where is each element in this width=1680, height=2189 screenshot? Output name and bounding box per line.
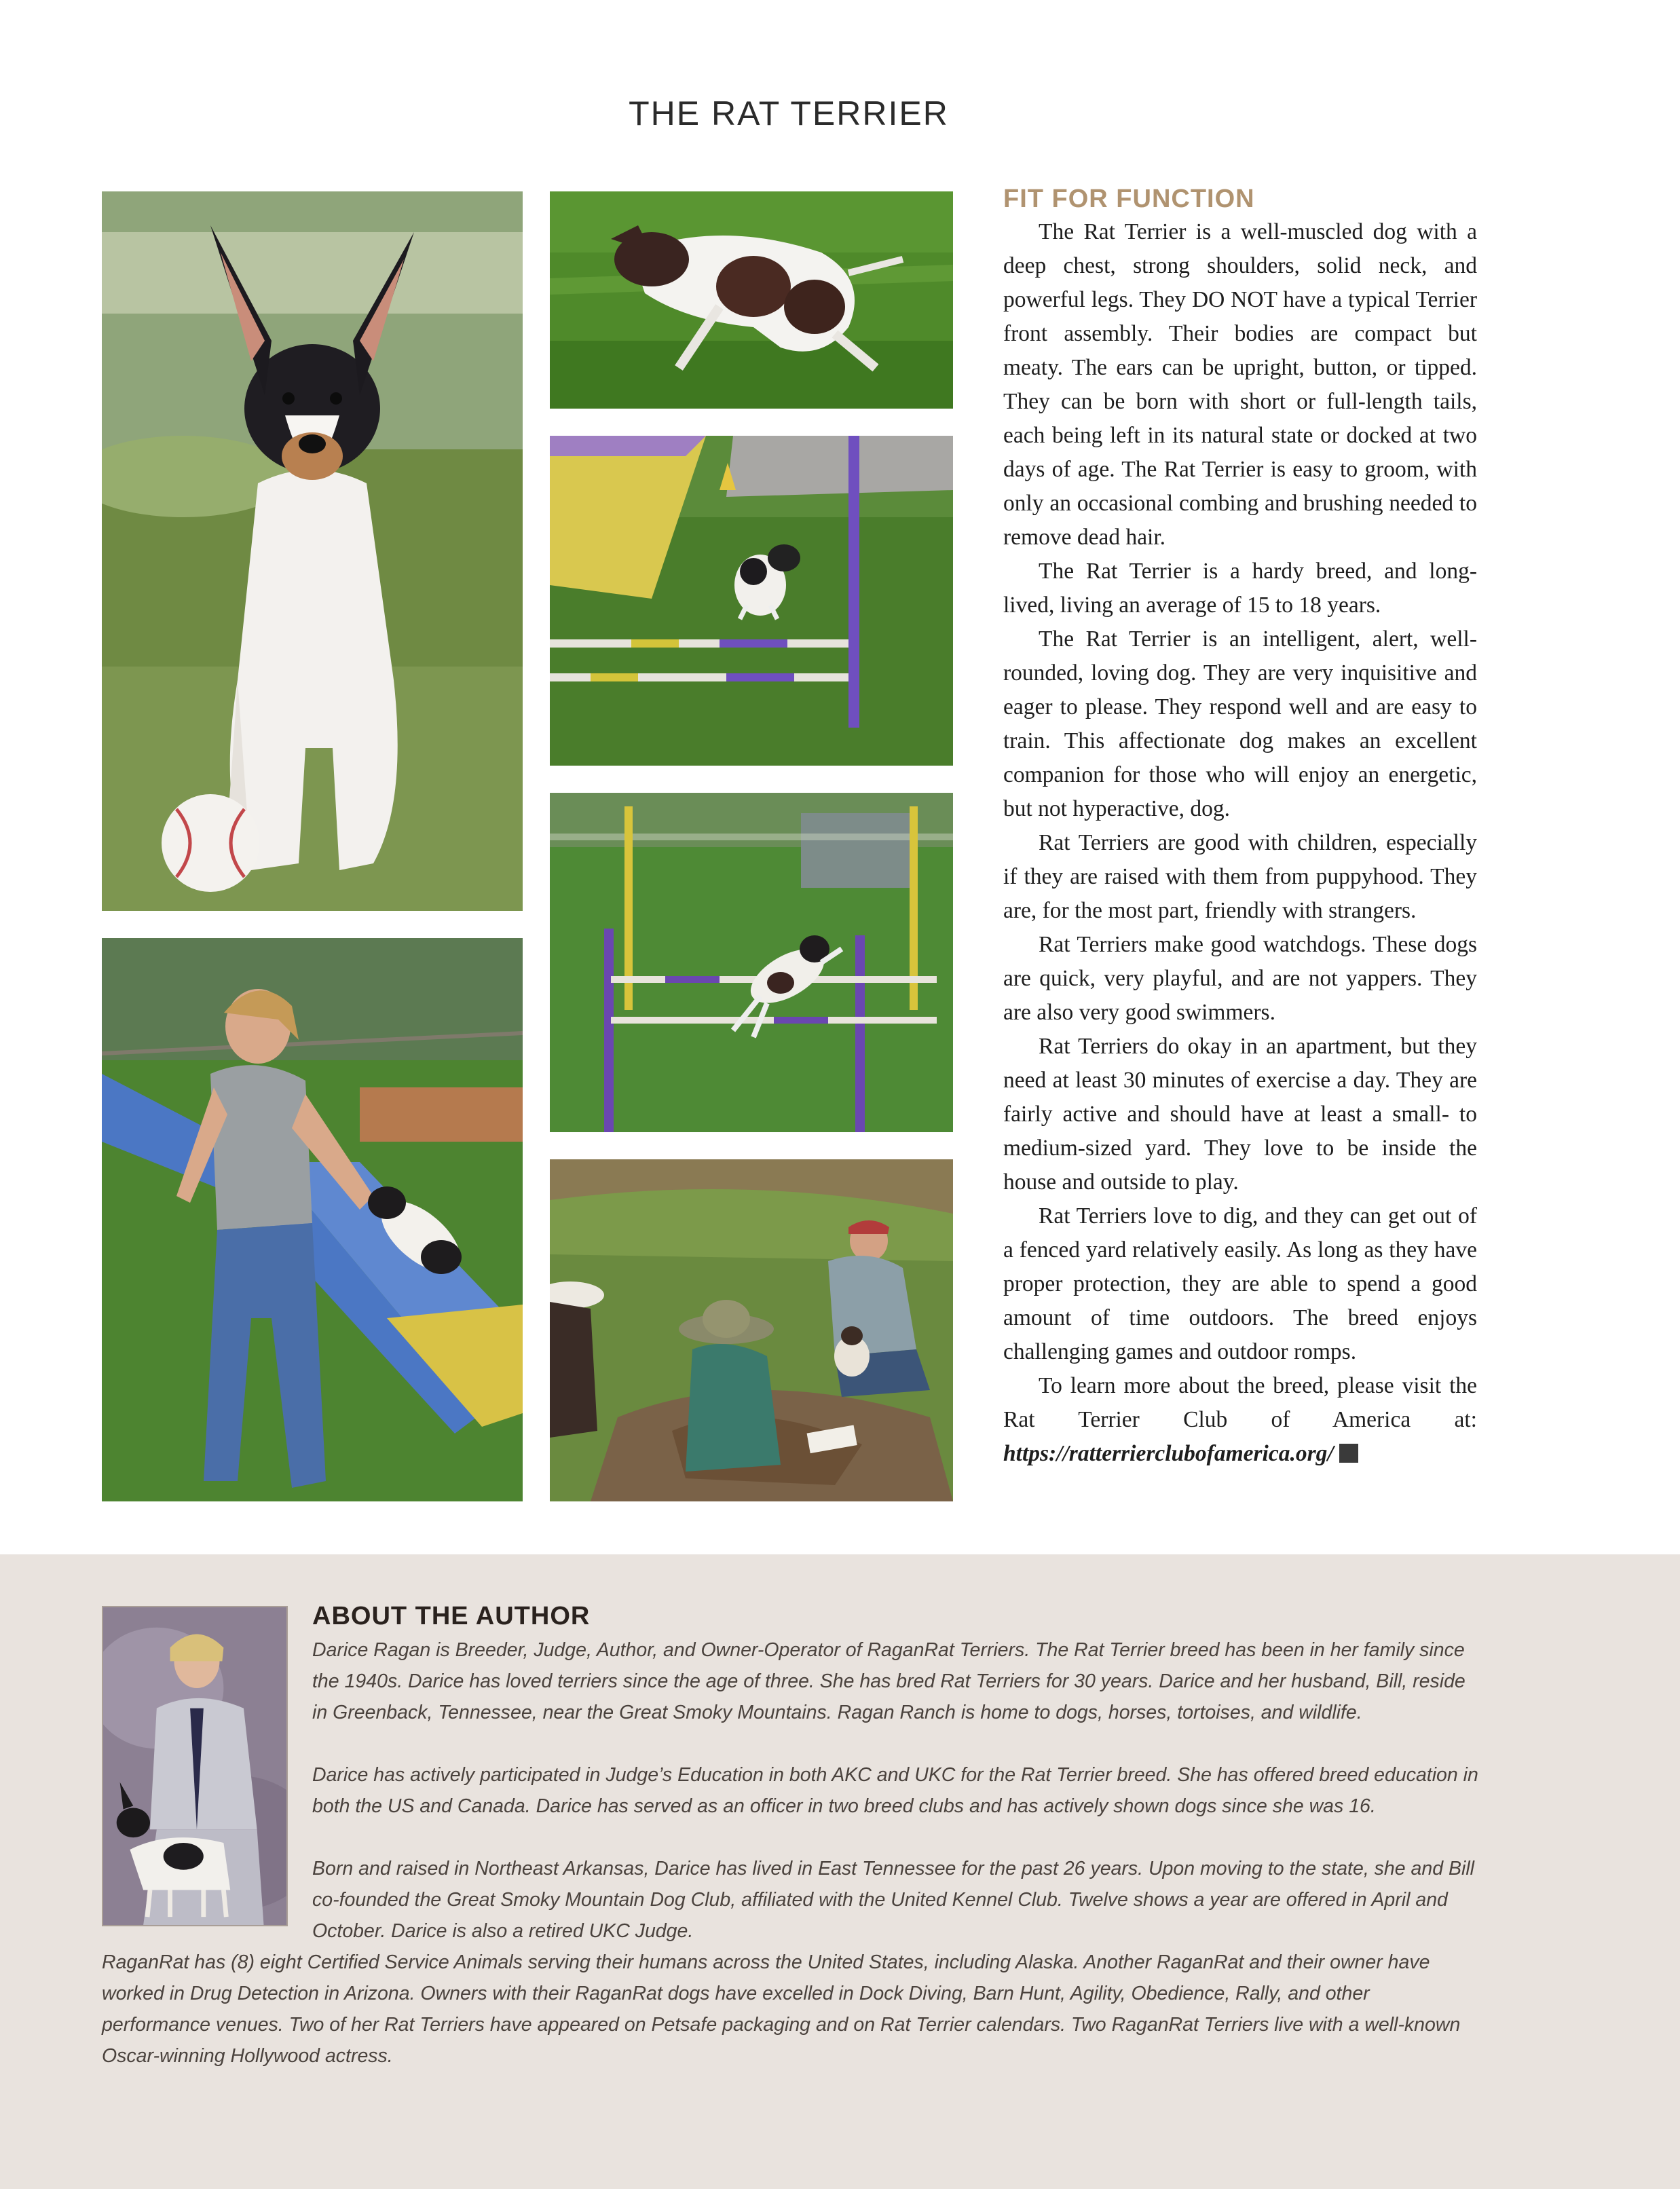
end-mark-icon [1339, 1444, 1358, 1463]
closing-text: To learn more about the breed, please visit the Rat Terrier Club of America at: [1003, 1373, 1477, 1432]
article-closing-paragraph [1003, 1369, 1477, 1471]
article-paragraph: The Rat Terrier is a well-muscled dog with a deep chest, strong shoulders, solid neck, and powerful legs. They DO NOT have a typical Terrier front assembly. Their bodies are compact but meaty. The ears can be upright, button, or tipped. They can be born with short or full-length tails, each being left in its natural state or docked at two days of age. The Rat Terrier is easy to groom, with only an occasional combing and brushing needed to remove dead hair. [1003, 219, 1477, 550]
section-heading-fit-for-function: FIT FOR FUNCTION [1003, 185, 1255, 213]
author-bio-paragraph: Darice Ragan is Breeder, Judge, Author, and Owner-Operator of RaganRat Terriers. The Rat Terrier breed has been in her family since the 1940s. Darice has loved terriers since the age of three. She has bred Rat Terriers for 30 years. Darice and her husband, Bill, reside in Greenback, Tennessee, near the Great Smoky Mountains. Ragan Ranch is home to dogs, horses, tortoises, and wildlife. [312, 1639, 1466, 1723]
article-paragraph: The Rat Terrier is a hardy breed, and long-lived, living an average of 15 to 18 years. [1003, 559, 1477, 618]
author-bio-paragraph: Darice has actively participated in Judge’s Education in both AKC and UKC for the Rat Terrier breed. She has offered breed education in both the US and Canada. Darice has served as an officer in two breed clubs and has actively shown dogs since she was 16. [312, 1764, 1478, 1817]
running-title: THE RAT TERRIER [629, 94, 949, 132]
club-website-link[interactable]: https://ratterrierclubofamerica.org/ [1003, 1441, 1334, 1466]
author-bio-paragraph: RaganRat has (8) eight Certified Service Animals serving their humans across the United States, including Alaska. Another RaganRat and their owner have worked in Drug Detection in Arizona. Owners with their RaganRat dogs have excelled in Dock Diving, Barn Hunt, Agility, Obedience, Rally, and other performance venues. Two of her Rat Terriers have appeared on Petsafe packaging and on Rat Terrier calendars. Two RaganRat Terriers live with a well-known Oscar-winning Hollywood actress. [102, 1951, 1461, 2067]
photo-handler-aframe [102, 938, 523, 1501]
photo-running-terrier [550, 191, 953, 409]
article-paragraph: The Rat Terrier is an intelligent, alert, well-rounded, loving dog. They are very inquisitive and eager to please. They respond well and are easy to train. This affectionate dog makes an excellent companion for those who will enjoy an energetic, but not hyperactive, dog. [1003, 626, 1477, 821]
about-author-heading: ABOUT THE AUTHOR [312, 1602, 591, 1630]
article-paragraph: Rat Terriers are good with children, especially if they are raised with them from puppyhood. They are, for the most part, friendly with strangers. [1003, 830, 1477, 923]
article-paragraph: Rat Terriers love to dig, and they can get out of a fenced yard relatively easily. As long as they have proper protection, they are able to spend a good amount of time outdoors. The breed enjoys challenging games and outdoor romps. [1003, 1203, 1477, 1364]
photo-jump-hurdle [550, 793, 953, 1132]
photo-sitting-terrier [102, 191, 523, 911]
photo-barn-hunt-digging [550, 1159, 953, 1501]
photo-agility-aframe [550, 436, 953, 766]
photo-author-portrait [102, 1606, 288, 1926]
article-column [1003, 185, 1477, 1471]
author-bio-paragraph: Born and raised in Northeast Arkansas, Darice has lived in East Tennessee for the past 26 years. Upon moving to the state, she and Bill co-founded the Great Smoky Mountain Dog Club, affiliated with the United Kennel Club. Twelve shows a year are offered in April and October. Darice is also a retired UKC Judge. [312, 1858, 1475, 1942]
article-paragraph: Rat Terriers make good watchdogs. These dogs are quick, very playful, and are not yappers. They are also very good swimmers. [1003, 932, 1477, 1025]
article-paragraph: Rat Terriers do okay in an apartment, but they need at least 30 minutes of exercise a day. They are fairly active and should have at least a small- to medium-sized yard. They love to be inside the house and outside to play. [1003, 1034, 1477, 1195]
